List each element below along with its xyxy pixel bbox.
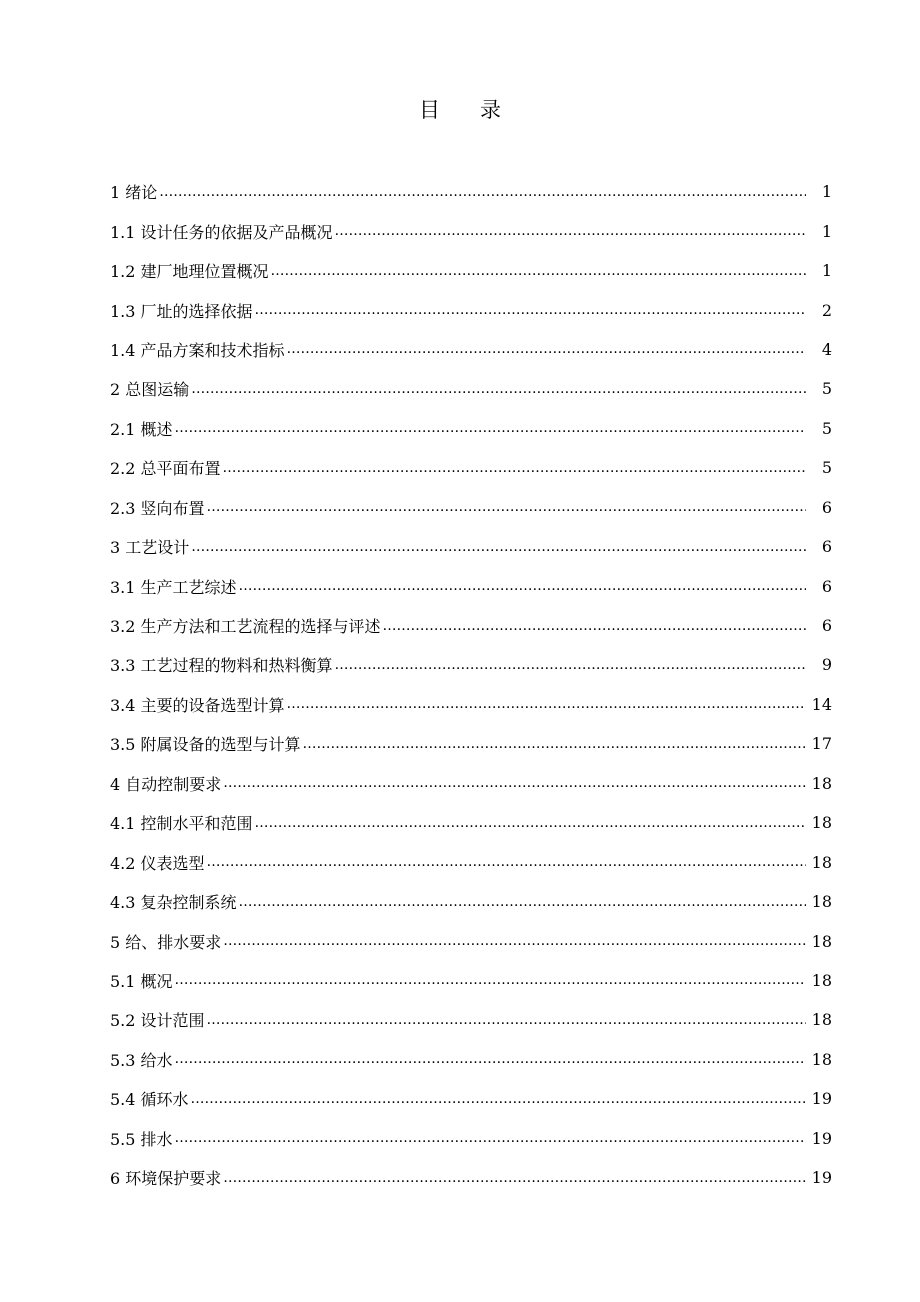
toc-entry-page-number: 1 (821, 221, 832, 241)
toc-entry-label: 3.3 工艺过程的物料和热料衡算 (110, 656, 333, 676)
toc-entry-label: 5.4 循环水 (110, 1090, 189, 1110)
toc-entry[interactable] (110, 724, 832, 763)
toc-entry-page-number: 18 (811, 813, 832, 833)
toc-entry-label: 1 绪论 (110, 183, 158, 203)
toc-entry-label: 1.3 厂址的选择依据 (110, 301, 253, 321)
toc-entry-page-number: 18 (811, 970, 832, 990)
toc-leader-dots (303, 736, 806, 752)
toc-entry-page-number: 19 (811, 1089, 832, 1109)
toc-entry[interactable] (110, 488, 832, 527)
toc-entry[interactable] (110, 330, 832, 369)
toc-entry-page-number: 5 (821, 458, 832, 478)
toc-entry-label: 1.2 建厂地理位置概况 (110, 262, 269, 282)
toc-entry-label: 2.2 总平面布置 (110, 459, 221, 479)
toc-entry-label: 5 给、排水要求 (110, 932, 222, 952)
toc-leader-dots (191, 381, 806, 397)
toc-entry-page-number: 1 (821, 261, 832, 281)
toc-entry-page-number: 19 (811, 1168, 832, 1188)
toc-entry[interactable] (110, 1158, 832, 1197)
toc-entry-page-number: 6 (821, 616, 832, 636)
toc-entry-label: 1.1 设计任务的依据及产品概况 (110, 222, 333, 242)
toc-leader-dots (175, 1051, 806, 1067)
toc-entry-label: 5.3 给水 (110, 1050, 173, 1070)
toc-entry-page-number: 6 (821, 576, 832, 596)
toc-leader-dots (223, 460, 806, 476)
toc-entry[interactable] (110, 1000, 832, 1039)
toc-leader-dots (255, 302, 806, 318)
toc-entry[interactable] (110, 685, 832, 724)
toc-entry[interactable] (110, 764, 832, 803)
toc-entry-label: 2.3 竖向布置 (110, 498, 205, 518)
toc-entry-page-number: 9 (821, 655, 832, 675)
toc-entry-label: 5.2 设计范围 (110, 1011, 205, 1031)
toc-leader-dots (255, 815, 806, 831)
toc-entry-page-number: 18 (811, 1010, 832, 1030)
toc-leader-dots (223, 933, 806, 949)
toc-entry-page-number: 18 (811, 892, 832, 912)
toc-entry-label: 2.1 概述 (110, 419, 173, 439)
toc-leader-dots (383, 618, 806, 634)
toc-entry-page-number: 18 (811, 852, 832, 872)
toc-entry[interactable] (110, 961, 832, 1000)
title-char-1: 目 (419, 98, 440, 122)
toc-entry[interactable] (110, 448, 832, 487)
toc-entry-page-number: 14 (811, 694, 832, 714)
toc-leader-dots (159, 184, 806, 200)
toc-leader-dots (207, 854, 806, 870)
toc-entry[interactable] (110, 842, 832, 881)
toc-leader-dots (271, 263, 806, 279)
toc-entry-label: 4.3 复杂控制系统 (110, 893, 237, 913)
toc-leader-dots (223, 775, 806, 791)
toc-entry-label: 1.4 产品方案和技术指标 (110, 340, 285, 360)
toc-entry-page-number: 18 (811, 773, 832, 793)
toc-entry-label: 3 工艺设计 (110, 538, 190, 558)
toc-entry-label: 3.5 附属设备的选型与计算 (110, 735, 301, 755)
toc-entry-label: 3.4 主要的设备选型计算 (110, 695, 285, 715)
title-char-2: 录 (480, 98, 501, 122)
toc-entry[interactable] (110, 1040, 832, 1079)
toc-entry-label: 3.1 生产工艺综述 (110, 577, 237, 597)
toc-entry[interactable] (110, 882, 832, 921)
toc-leader-dots (207, 499, 806, 515)
toc-entry[interactable] (110, 290, 832, 329)
toc-leader-dots (335, 657, 806, 673)
toc-entry-page-number: 6 (821, 537, 832, 557)
toc-entry-page-number: 19 (811, 1128, 832, 1148)
page-title (0, 94, 920, 124)
toc-entry-label: 3.2 生产方法和工艺流程的选择与评述 (110, 617, 381, 637)
toc-entry-page-number: 2 (821, 300, 832, 320)
table-of-contents (110, 172, 832, 1197)
toc-entry-page-number: 17 (811, 734, 832, 754)
toc-entry[interactable] (110, 251, 832, 290)
toc-leader-dots (287, 696, 806, 712)
toc-entry-label: 4 自动控制要求 (110, 774, 222, 794)
toc-entry[interactable] (110, 409, 832, 448)
toc-entry-label: 5.5 排水 (110, 1129, 173, 1149)
toc-entry[interactable] (110, 1119, 832, 1158)
toc-entry[interactable] (110, 566, 832, 605)
toc-entry[interactable] (110, 921, 832, 960)
toc-entry[interactable] (110, 803, 832, 842)
toc-entry[interactable] (110, 172, 832, 211)
toc-leader-dots (175, 1130, 806, 1146)
toc-entry[interactable] (110, 527, 832, 566)
toc-entry-page-number: 18 (811, 931, 832, 951)
toc-entry[interactable] (110, 645, 832, 684)
toc-entry-page-number: 5 (821, 379, 832, 399)
toc-leader-dots (287, 341, 806, 357)
toc-entry-label: 6 环境保护要求 (110, 1169, 222, 1189)
toc-entry[interactable] (110, 606, 832, 645)
toc-entry-label: 5.1 概况 (110, 971, 173, 991)
toc-entry-page-number: 4 (821, 339, 832, 359)
toc-entry-label: 4.2 仪表选型 (110, 853, 205, 873)
toc-leader-dots (223, 1170, 806, 1186)
toc-entry-page-number: 1 (821, 182, 832, 202)
toc-leader-dots (239, 894, 806, 910)
toc-entry-label: 2 总图运输 (110, 380, 190, 400)
toc-leader-dots (191, 539, 806, 555)
toc-leader-dots (175, 420, 806, 436)
toc-entry[interactable] (110, 211, 832, 250)
toc-leader-dots (335, 223, 806, 239)
toc-entry[interactable] (110, 369, 832, 408)
toc-leader-dots (175, 972, 806, 988)
toc-entry-label: 4.1 控制水平和范围 (110, 814, 253, 834)
toc-entry-page-number: 6 (821, 497, 832, 517)
toc-leader-dots (191, 1091, 806, 1107)
toc-leader-dots (239, 578, 806, 594)
toc-entry[interactable] (110, 1079, 832, 1118)
toc-entry-page-number: 5 (821, 418, 832, 438)
toc-entry-page-number: 18 (811, 1049, 832, 1069)
toc-leader-dots (207, 1012, 806, 1028)
